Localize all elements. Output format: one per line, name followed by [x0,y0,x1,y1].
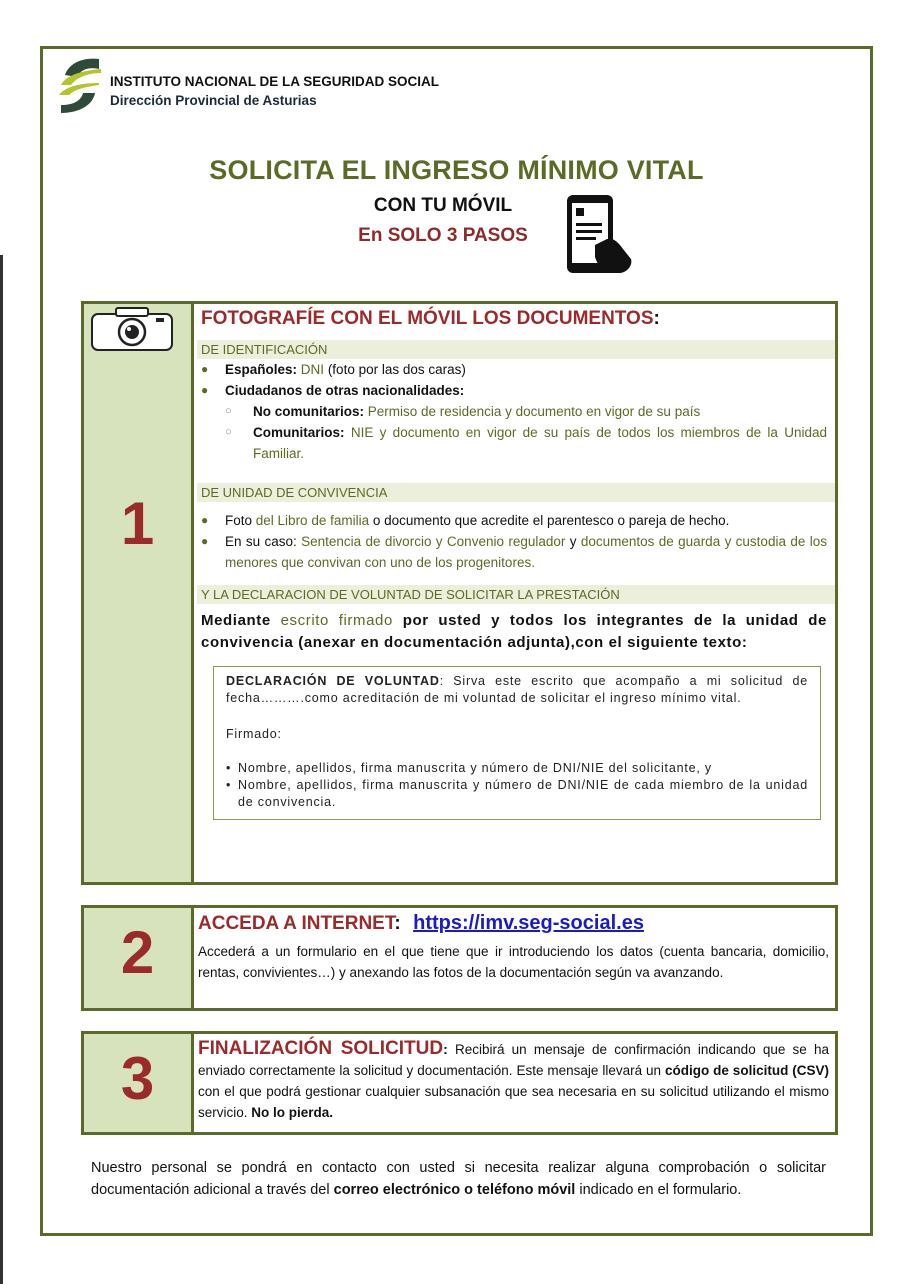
circle-bullet-icon: ○ [225,426,232,438]
step-3-text [198,1038,829,1123]
step-number-column [84,908,194,1008]
signed-label: Firmado: [226,727,282,741]
item-note: (foto por las dos caras) [327,362,466,377]
list-subitem [201,422,827,464]
list-item [201,531,827,573]
list-subitem [201,401,827,422]
intro-text: por usted y todos los integrantes de la unidad de convivencia (anexar en documentación adjunta),con el siguiente texto: [201,612,827,651]
step-2-panel [81,905,838,1011]
item-text: y [569,534,577,549]
footer-note [91,1157,826,1201]
bullet-icon: ● [201,534,209,548]
imv-website-link[interactable]: https://imv.seg-social.es [413,912,644,934]
item-highlight: del Libro de familia [255,513,370,528]
step-2-text: Accederá a un formulario en el que tiene que ir introduciendo los datos (cuenta bancaria, domicilio, rentas, convivientes…) y anexando las fotos de la documentación según va avanzando. [198,944,829,980]
item-text: En su caso: [225,534,297,549]
list-item [201,510,827,531]
footer-highlight: correo electrónico o teléfono móvil [333,1182,576,1198]
list-item [201,380,827,401]
footer-text: Nuestro personal se pondrá en contacto con usted si necesita realizar alguna comprobación o solicitar documentación adicional a través del [91,1160,826,1198]
list-item [201,359,827,380]
intro-text: Mediante [201,612,271,629]
footer-text: indicado en el formulario. [579,1182,742,1198]
bullet-icon: • [226,778,232,792]
do-not-lose-note: No lo pierda. [251,1105,334,1120]
item-label: Ciudadanos de otras nacionalidades: [225,383,465,398]
signature-text: Nombre, apellidos, firma manuscrita y número de DNI/NIE de cada miembro de la unidad de convivencia. [238,778,808,809]
item-text: Foto [225,513,253,528]
page-title: SOLICITA EL INGRESO MÍNIMO VITAL [209,155,704,185]
item-label: Comunitarios: [253,425,345,440]
bullet-icon: • [226,761,232,775]
step-1-panel [81,301,838,885]
step-1-heading-text: FOTOGRAFÍE CON EL MÓVIL LOS DOCUMENTOS [201,308,654,329]
item-label: No comunitarios: [253,404,365,419]
item-highlight: Sentencia de divorcio y Convenio regulador [301,534,566,549]
declaration-label: DECLARACIÓN DE VOLUNTAD [226,674,440,688]
step-2-heading [198,912,829,935]
page-edge-shadow [0,255,3,1284]
item-highlight: documentos de guarda y custodia de los menores que convivan con uno de los progenitores. [225,534,827,570]
subtitle-mobile: CON TU MÓVIL [373,195,513,216]
subtitle-steps: En SOLO 3 PASOS [358,225,528,246]
step-number-column [84,304,194,882]
signature-item [226,760,808,777]
inss-logo-icon [55,55,105,117]
signature-text: Nombre, apellidos, firma manuscrita y número de DNI/NIE del solicitante, y [238,761,712,775]
organization-name: INSTITUTO NACIONAL DE LA SEGURIDAD SOCIAL [110,74,440,89]
declaration-text: : Sirva este escrito que acompaño a mi solicitud de fecha……….como acreditación de mi voluntad de solicitar el ingreso mínimo vital. [226,674,808,705]
csv-highlight: código de solicitud (CSV) [664,1063,829,1078]
flyer-page [40,46,873,1236]
step-3-text-part: con el que podrá gestionar cualquier subsanación que sea necesaria en su solicitud utilizando el mismo servicio. [198,1084,829,1120]
item-value: DNI [300,362,325,377]
declaration-template-box [213,666,821,820]
step-3-panel [81,1031,838,1135]
heading-colon: : [443,1041,448,1057]
step-1-heading [201,308,827,330]
step-1-content [201,304,827,820]
step-2-title: ACCEDA A INTERNET [198,913,395,934]
item-value: NIE y documento en vigor de su país de todos los miembros de la Unidad Familiar. [253,425,827,461]
bullet-icon: ● [201,362,209,376]
step-number: 3 [120,1045,155,1112]
heading-colon: : [653,308,660,329]
bullet-icon: ● [201,513,209,527]
organization-subtitle: Dirección Provincial de Asturias [110,93,317,108]
camera-icon [90,306,174,352]
step-3-title: FINALIZACIÓN SOLICITUD [198,1038,444,1059]
step-3-text-part: Recibirá un mensaje de confirmación indicando que se ha enviado correctamente la solicitud y documentación. Este mensaje llevará un [198,1042,829,1078]
step-number: 1 [120,490,155,557]
circle-bullet-icon: ○ [225,405,232,417]
bullet-icon: ● [201,383,209,397]
heading-colon: : [394,913,401,934]
step-3-content [198,1034,829,1123]
item-label: Españoles: [225,362,298,377]
step-number: 2 [120,919,155,986]
intro-highlight: escrito firmado [280,612,393,629]
step-number-column [84,1034,194,1132]
item-text: o documento que acredite el parentesco o pareja de hecho. [372,513,730,528]
step-2-content [198,908,829,983]
declaration-intro [201,610,827,654]
smartphone-touch-icon [561,193,641,275]
section-bar-cohabitation: DE UNIDAD DE CONVIVENCIA [197,483,835,502]
section-bar-identification: DE IDENTIFICACIÓN [197,340,835,359]
section-bar-declaration: Y LA DECLARACION DE VOLUNTAD DE SOLICITAR LA PRESTACIÓN [197,585,835,604]
organization-header [110,72,439,110]
signature-item [226,777,808,811]
item-value: Permiso de residencia y documento en vigor de su país [367,404,701,419]
